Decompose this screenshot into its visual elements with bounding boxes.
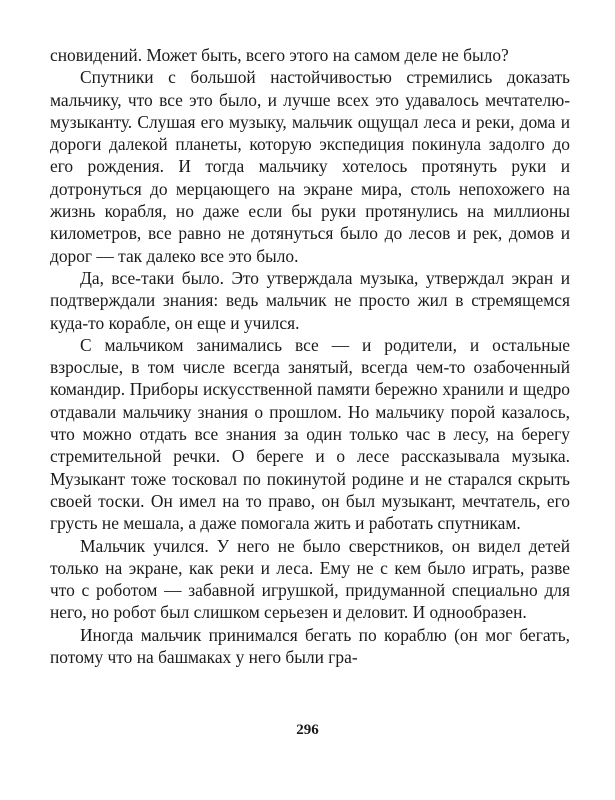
page-number: 296	[296, 722, 319, 738]
paragraph-1: сновидений. Может быть, всего этого на самом деле не было?	[50, 45, 509, 65]
paragraph-4: С мальчиком занимались все — и родители, и остальные взрослые, в том числе всегда занятый, всегда чем-то озабоченный командир. Приборы искусственной памяти бережно хранили и щедро отдавали мальчику знания о прошлом. Но мальчику порой казалось, что можно отдать все знания за один только час в лесу, на берегу стремительной речки. О береге и о лесе рассказывала музыка. Музыкант тоже тосковал по покинутой родине и не старался скрыть своей тоски. Он имел на то право, он был музыкант, мечтатель, его грусть не мешала, а даже помогала жить и работать спутникам.	[50, 334, 570, 534]
paragraph-6: Иногда мальчик принимался бегать по кораблю (он мог бегать, потому что на башмаках у него были гра-	[50, 624, 570, 668]
paragraph-5: Мальчик учился. У него не было сверстников, он видел детей только на экране, как реки и леса. Ему не с кем было играть, разве что с роботом — забавной игрушкой, придуманной специально для него, но робот был слишком серьезен и деловит. И однообразен.	[50, 535, 570, 623]
paragraph-2: Спутники с большой настойчивостью стремились доказать мальчику, что все это было, и лучше всех это удавалось мечтателю-музыканту. Слушая его музыку, мальчик ощущал леса и реки, дома и дороги далекой планеты, которую экспедиция покинула задолго до его рождения. И тогда мальчику хотелось протянуть руки и дотронуться до мерцающего на экране мира, столь непохожего на жизнь корабля, но даже если бы руки протянулись на миллионы километров, все равно не дотянуться было до лесов и рек, домов и дорог — так далеко все это было.	[50, 67, 570, 266]
page-text-column	[50, 44, 570, 668]
paragraph-3: Да, все-таки было. Это утверждала музыка, утверждал экран и подтверждали знания: ведь мальчик не просто жил в стремящемся куда-то корабле, он еще и учился.	[50, 267, 570, 333]
